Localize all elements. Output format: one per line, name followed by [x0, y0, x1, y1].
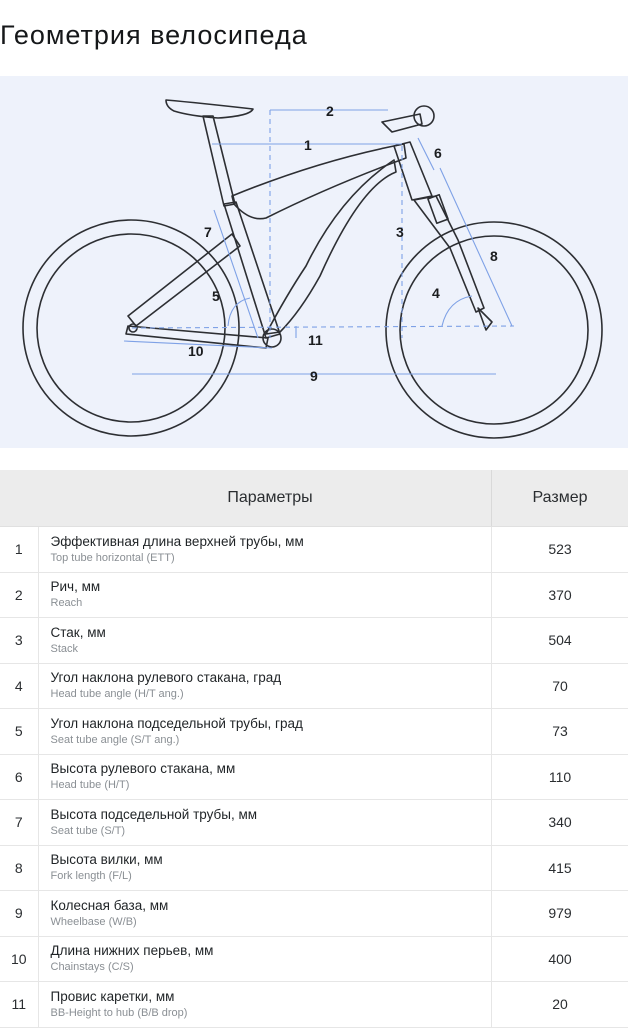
param-name-en: Top tube horizontal (ETT)	[51, 551, 492, 565]
param-name-en: Head tube (H/T)	[51, 778, 492, 792]
row-param	[38, 527, 492, 573]
header-params: Параметры	[38, 470, 492, 527]
param-name-ru: Стак, мм	[51, 625, 492, 641]
down-tube	[266, 160, 396, 334]
table-row	[0, 845, 628, 891]
param-name-ru: Эффективная длина верхней трубы, мм	[51, 534, 492, 550]
param-name-ru: Высота рулевого стакана, мм	[51, 761, 492, 777]
param-name-en: Head tube angle (H/T ang.)	[51, 687, 492, 701]
row-value: 73	[492, 709, 628, 755]
row-number: 8	[0, 845, 38, 891]
label-2: 2	[326, 103, 334, 119]
row-value: 979	[492, 891, 628, 937]
row-value: 504	[492, 618, 628, 664]
front-wheel-inner	[400, 236, 588, 424]
param-name-ru: Провис каретки, мм	[51, 989, 492, 1005]
label-7: 7	[204, 224, 212, 240]
row-value: 415	[492, 845, 628, 891]
label-3: 3	[396, 224, 404, 240]
row-number: 5	[0, 709, 38, 755]
handlebar	[414, 106, 434, 126]
table-row	[0, 709, 628, 755]
param-name-en: BB-Height to hub (B/B drop)	[51, 1006, 492, 1020]
row-param	[38, 982, 492, 1028]
row-param	[38, 845, 492, 891]
label-9: 9	[310, 368, 318, 384]
row-value: 400	[492, 936, 628, 982]
param-name-en: Wheelbase (W/B)	[51, 915, 492, 929]
table-header-row	[0, 470, 628, 527]
dim-11-bb-line	[132, 326, 514, 328]
row-number: 9	[0, 891, 38, 937]
param-name-ru: Колесная база, мм	[51, 898, 492, 914]
row-value: 523	[492, 527, 628, 573]
label-4: 4	[432, 285, 440, 301]
geometry-table	[0, 470, 628, 1028]
row-param	[38, 663, 492, 709]
row-value: 340	[492, 800, 628, 846]
row-number: 7	[0, 800, 38, 846]
row-param	[38, 754, 492, 800]
param-name-ru: Угол наклона подседельной трубы, град	[51, 716, 492, 732]
row-number: 6	[0, 754, 38, 800]
bike-drawing	[0, 76, 628, 448]
label-5: 5	[212, 288, 220, 304]
label-11: 11	[308, 332, 323, 348]
label-1: 1	[304, 137, 312, 153]
row-value: 70	[492, 663, 628, 709]
label-8: 8	[490, 248, 498, 264]
row-number: 3	[0, 618, 38, 664]
param-name-ru: Длина нижних перьев, мм	[51, 943, 492, 959]
param-name-ru: Рич, мм	[51, 579, 492, 595]
row-param	[38, 936, 492, 982]
row-number: 4	[0, 663, 38, 709]
table-row	[0, 663, 628, 709]
dim-6-line	[418, 138, 434, 170]
head-tube	[394, 142, 432, 200]
param-name-en: Chainstays (C/S)	[51, 960, 492, 974]
bike-geometry-diagram	[0, 76, 628, 448]
table-row	[0, 527, 628, 573]
row-number: 2	[0, 572, 38, 618]
table-row	[0, 891, 628, 937]
row-number: 10	[0, 936, 38, 982]
label-10: 10	[188, 343, 204, 359]
header-size: Размер	[492, 470, 628, 527]
table-row	[0, 936, 628, 982]
seat-post	[203, 116, 235, 206]
row-number: 1	[0, 527, 38, 573]
row-number: 11	[0, 982, 38, 1028]
label-6: 6	[434, 145, 442, 161]
fork	[414, 196, 484, 312]
table-row	[0, 982, 628, 1028]
row-value: 20	[492, 982, 628, 1028]
header-number-cell	[0, 470, 38, 527]
page-title: Геометрия велосипеда	[0, 20, 308, 51]
row-param	[38, 572, 492, 618]
row-value: 370	[492, 572, 628, 618]
param-name-en: Seat tube angle (S/T ang.)	[51, 733, 492, 747]
param-name-ru: Высота вилки, мм	[51, 852, 492, 868]
row-value: 110	[492, 754, 628, 800]
param-name-ru: Высота подседельной трубы, мм	[51, 807, 492, 823]
row-param	[38, 709, 492, 755]
row-param	[38, 618, 492, 664]
param-name-en: Seat tube (S/T)	[51, 824, 492, 838]
param-name-ru: Угол наклона рулевого стакана, град	[51, 670, 492, 686]
param-name-en: Fork length (F/L)	[51, 869, 492, 883]
dim-7-line	[214, 210, 258, 338]
row-param	[38, 800, 492, 846]
table-row	[0, 754, 628, 800]
table-row	[0, 572, 628, 618]
row-param	[38, 891, 492, 937]
param-name-en: Stack	[51, 642, 492, 656]
dim-4-angle-arc	[442, 296, 472, 326]
seat-tube	[224, 202, 280, 338]
param-name-en: Reach	[51, 596, 492, 610]
table-row	[0, 618, 628, 664]
table-row	[0, 800, 628, 846]
